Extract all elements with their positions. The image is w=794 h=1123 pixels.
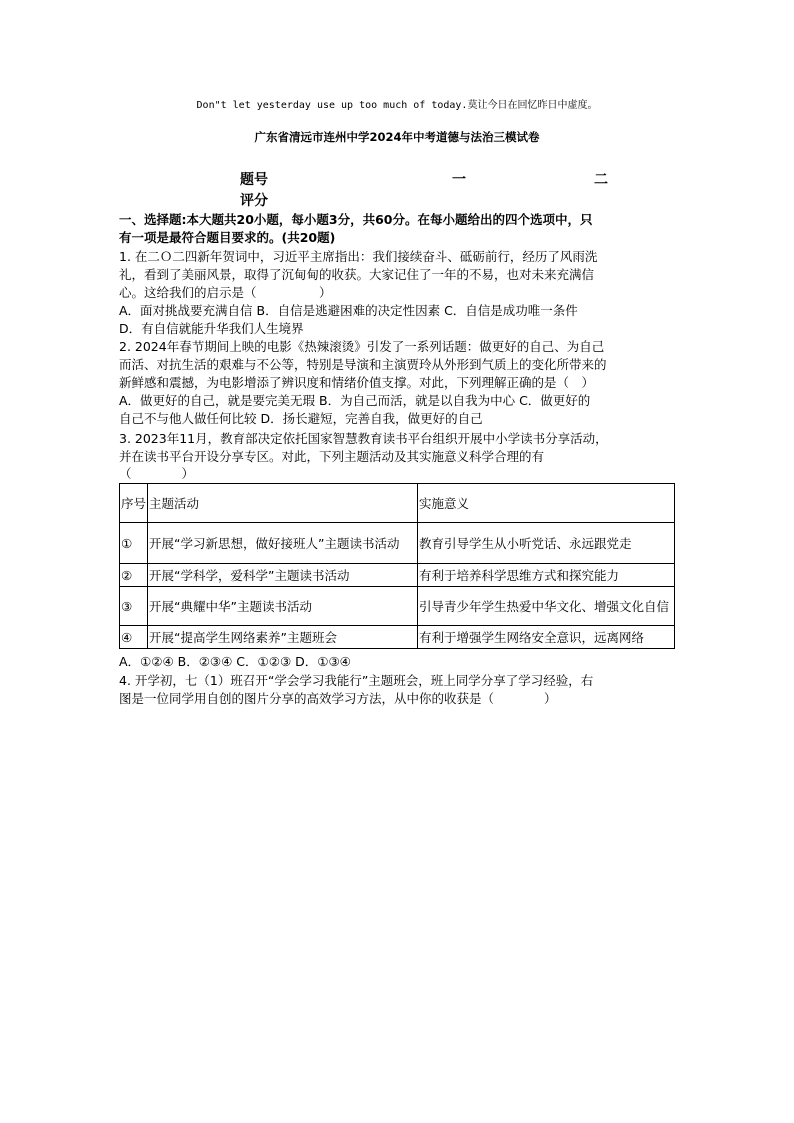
table-row (120, 564, 675, 587)
q2-line2: 而活、对抗生活的艰难与不公等，特别是导演和主演贾玲从外形到气质上的变化所带来的 (119, 357, 607, 372)
q4-line2: 图是一位同学用自创的图片分享的高效学习方法，从中你的收获是（ ） (119, 691, 557, 706)
score-col2: 二 (594, 172, 608, 188)
q4-line1: 4. 开学初，七（1）班召开“学会学习我能行”主题班会，班上同学分享了学习经验，右 (119, 673, 594, 688)
table-cell-meaning: 有利于增强学生网络安全意识，远离网络 (418, 626, 675, 649)
score-row2-label: 评分 (240, 193, 268, 209)
table-cell-num: ① (120, 523, 148, 564)
q1-line1: 1. 在二Ｏ二四新年贺词中，习近平主席指出：我们接续奋斗、砥砺前行，经历了风雨洗 (119, 249, 598, 264)
q2-line1: 2. 2024年春节期间上映的电影《热辣滚烫》引发了一系列话题：做更好的自己、为自己 (119, 339, 605, 354)
section1-heading-line1: 一、选择题:本大题共20小题，每小题3分，共60分。在每小题给出的四个选项中，只 (119, 212, 593, 227)
table-cell-meaning: 教育引导学生从小听党话、永远跟党走 (418, 523, 675, 564)
q2-line3: 新鲜感和震撼，为电影增添了辨识度和情绪价值支撑。对此，下列理解正确的是（ ） (119, 375, 595, 390)
table-header-meaning: 实施意义 (418, 484, 675, 523)
table-cell-num: ③ (120, 587, 148, 626)
header-motto: Don"t let yesterday use up too much of today.莫让今日在回忆昨日中虚度。 (196, 100, 598, 111)
q1-line2: 礼，看到了美丽风景，取得了沉甸甸的收获。大家记住了一年的不易，也对未来充满信 (119, 267, 595, 282)
table-cell-meaning: 引导青少年学生热爱中华文化、增强文化自信 (418, 587, 675, 626)
q1-line3: 心。这给我们的启示是（ ） (119, 285, 332, 300)
table-cell-activity: 开展“提高学生网络素养”主题班会 (148, 626, 418, 649)
table-cell-activity: 开展“学科学，爱科学”主题读书活动 (148, 564, 418, 587)
q2-options-line2: 自己不与他人做任何比较 D．扬长避短，完善自我，做更好的自己 (119, 411, 483, 426)
q3-options-line1: A．①②④ B．②③④ C．①②③ D．①③④ (119, 654, 351, 669)
table-cell-activity: 开展“学习新思想，做好接班人”主题读书活动 (148, 523, 418, 564)
table-cell-meaning: 有利于培养科学思维方式和探究能力 (418, 564, 675, 587)
table-cell-num: ② (120, 564, 148, 587)
table-cell-activity: 开展“典耀中华”主题读书活动 (148, 587, 418, 626)
table-header-row (120, 484, 675, 523)
q3-topics-table (119, 483, 675, 649)
exam-title: 广东省清远市连州中学2024年中考道德与法治三模试卷 (254, 130, 540, 144)
section1-heading-line2: 有一项是最符合题目要求的。(共20题) (119, 230, 336, 245)
q3-line1: 3. 2023年11月，教育部决定依托国家智慧教育读书平台组织开展中小学读书分享活动， (119, 431, 608, 446)
q3-line3: （ ） (119, 466, 195, 481)
q1-options-line1: A．面对挑战要充满自信 B．自信是逃避困难的决定性因素 C．自信是成功唯一条件 (119, 303, 578, 318)
q2-options-line1: A．做更好的自己，就是要完美无瑕 B．为自己而活，就是以自我为中心 C．做更好的 (119, 393, 591, 408)
q1-options-line2: D．有自信就能升华我们人生境界 (119, 321, 304, 336)
table-header-activity: 主题活动 (148, 484, 418, 523)
table-cell-num: ④ (120, 626, 148, 649)
q3-line2: 并在读书平台开设分享专区。对此，下列主题活动及其实施意义科学合理的有 (119, 449, 545, 464)
table-header-num: 序号 (120, 484, 148, 523)
table-row (120, 626, 675, 649)
score-col1: 一 (452, 172, 466, 188)
table-row (120, 523, 675, 564)
table-row (120, 587, 675, 626)
score-row1-label: 题号 (240, 172, 268, 188)
